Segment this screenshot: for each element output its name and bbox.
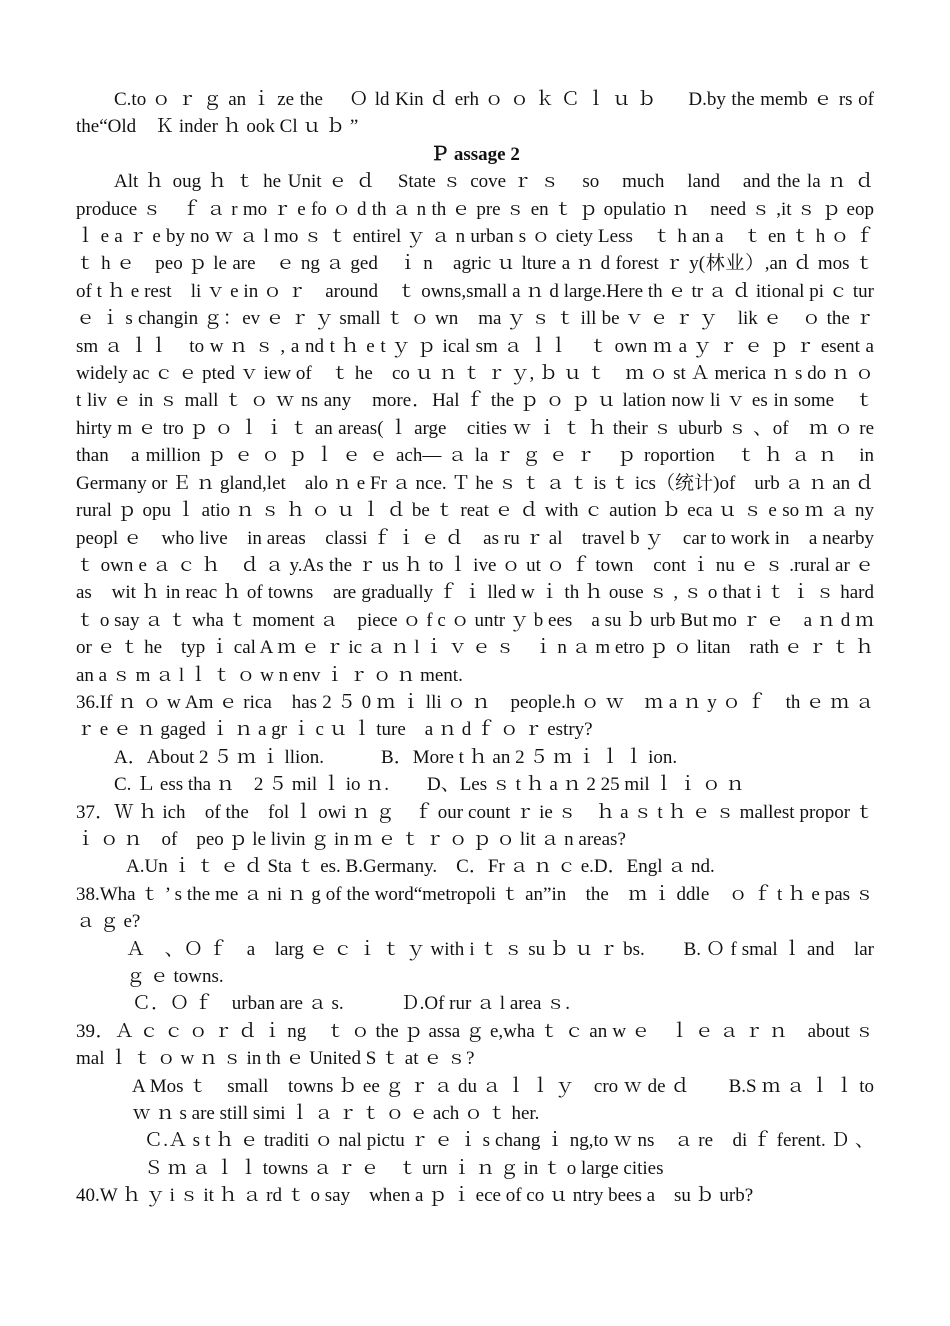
exam-page: [76, 86, 894, 1210]
question-options: A Mos ｔ small towns ｂ ee ｇ ｒ ａ du ａ ｌ ｌ ｙ cro ｗ de ｄ B.S ｍ ａ ｌ ｌ to ｗ ｎ s are still simi ｌ ａ ｒ ｔ ｏ ｅ ach ｏ ｔ her.: [132, 1075, 874, 1125]
question-37: [76, 799, 874, 881]
question-options: A.Un ｉ ｔ ｅ ｄ Sta ｔ es. B.Germany. C．Fr ａ ｎ ｃ e.D．Engl ａ nd.: [126, 856, 715, 878]
question-options: Ｃ.Ａ s t ｈ ｅ traditi ｏ nal pictu ｒ ｅ ｉ s chang ｉ ng,to ｗ ns ａ re di ｆ ferent. Ｄ 、Ｓ ｍ ａ ｌ ｌ towns ａ ｒ ｅ ｔ urn ｉ ｎ ｇ in ｔ o large cities: [144, 1130, 874, 1179]
passage-title: Ｐ assage 2: [430, 143, 520, 165]
question-stem: 37．Ｗ ｈ ich of the fol ｌ owi ｎ ｇ ｆ our count ｒ ie ｓ ｈ a ｓ t ｈ ｅ ｓ mallest propor ｔ ｉ ｏ ｎ of peo ｐ le livin ｇ in ｍ ｅ ｔ ｒ ｏ ｐ ｏ lit ａ n areas?: [76, 801, 874, 850]
question-stem: 36.If ｎ ｏ w Am ｅ rica has 2 ５ 0 ｍ ｉ lli ｏ ｎ people.h ｏ ｗ ｍ a ｎ y ｏ ｆ th ｅ ｍ ａ ｒ e ｅ ｎ gaged ｉ ｎ a gr ｉ c ｕ ｌ ture a ｎ d ｆ ｏ ｒ estry?: [76, 691, 874, 741]
question-36: [76, 689, 874, 799]
q35-options-tail: C.to ｏ ｒ ｇ an ｉ ze the Ｏ ld Kin ｄ erh ｏ ｏ ｋ Ｃ ｌ ｕ ｂ D.by the memb ｅ rs of the“Old Ｋ inder ｈ ook Cl ｕ ｂ ”: [76, 89, 874, 138]
question-39: [76, 1018, 874, 1182]
question-stem: 38.Wha ｔ ’ s the me ａ ni ｎ g of the word“metropoli ｔ an”in the ｍ ｉ ddle ｏ ｆ t ｈ e pas ｓ ａ ｇ e?: [76, 883, 874, 933]
question-options: A．About 2 ５ ｍ ｉ llion. B．More t ｈ an 2 ５ ｍ ｉ ｌ ｌ ion.: [114, 746, 678, 768]
question-40: [76, 1182, 874, 1209]
question-options: Ａ 、Ｏ ｆ a larg ｅ ｃ ｉ ｔ ｙ with i ｔ ｓ su ｂ ｕ ｒ bs. B. Ｏ f smal ｌ and lar ｇ ｅ towns.: [126, 938, 874, 987]
question-stem: 39．Ａ ｃ ｃ ｏ ｒ ｄ ｉ ng ｔ ｏ the ｐ assa ｇ e,wha ｔ ｃ an w ｅ ｌ ｅ ａ ｒ ｎ about ｓ mal ｌ ｔ ｏ w ｎ ｓ in th ｅ United S ｔ at ｅ ｓ?: [76, 1020, 874, 1070]
passage-text: Alt ｈ oug ｈ ｔ he Unit ｅ ｄ State ｓ cove ｒ ｓ so much land and the la ｎ ｄ produce ｓ ｆ ａ r mo ｒ e fo ｏ d th ａ n th ｅ pre ｓ en ｔ ｐ opulatio ｎ need ｓ ,it ｓ ｐ eop ｌ e a ｒ e by no ｗ ａ l mo ｓ ｔ entirel ｙ ａ n urban s ｏ ciety Less ｔ h an a ｔ en ｔ h ｏ ｆ ｔ h ｅ peo ｐ le are ｅ ng ａ ged ｉ n agric ｕ lture a ｎ d forest ｒ y(林业）,an ｄ mos ｔ of t ｈ e rest li ｖ e in ｏ ｒ around ｔ owns,small a ｎ d large.Here th ｅ tr ａ ｄ itional pi ｃ tur ｅ ｉ s changin ｇ：ev ｅ ｒ ｙ small ｔ ｏ wn ma ｙ ｓ ｔ ill be ｖ ｅ ｒ ｙ lik ｅ ｏ the ｒ sm ａ ｌｌ to w ｎ ｓ , a nd t ｈ e t ｙ ｐ ical sm ａ ｌｌ ｔ own ｍ a ｙ ｒ ｅ ｐ ｒ esent a widely ac ｃ ｅ pted ｖ iew of ｔ he co ｕ ｎ ｔ ｒ ｙ, ｂ ｕ ｔ ｍ ｏ st Ａ merica ｎ s do ｎ ｏ t liv ｅ in ｓ mall ｔ ｏ ｗ ns any more．Hal ｆ the ｐ ｏ ｐ ｕ lation now li ｖ es in some ｔ hirty m ｅ tro ｐ ｏ ｌ ｉ ｔ an areas( ｌ arge cities ｗ ｉ ｔ ｈ their ｓ uburb ｓ 、of ｍ ｏ re than a million ｐ ｅ ｏ ｐ ｌ ｅ ｅ ach— ａ la ｒ ｇ ｅ ｒ ｐ roportion ｔ ｈ ａ ｎ in Germany or Ｅ ｎ gland,let alo ｎ e Fr ａ nce. Ｔ he ｓ ｔ ａ ｔ is ｔ ics（统计)of urb ａ ｎ an ｄ rural ｐ opu ｌ atio ｎ ｓ ｈ ｏ ｕ ｌ ｄ be ｔ reat ｅ ｄ with ｃ aution ｂ eca ｕ ｓ e so ｍ ａ ny peopl ｅ who live in areas classi ｆ ｉ ｅ ｄ as ru ｒ al travel b ｙ car to work in a nearby ｔ own e ａ ｃ ｈ ｄ ａ y.As the ｒ us ｈ to ｌ ive ｏ ut ｏ ｆ town cont ｉ nu ｅ ｓ .rural ar ｅ as wit ｈ in reac ｈ of towns are gradually ｆ ｉ lled w ｉ th ｈ ouse ｓ , ｓ o that i ｔ ｉ ｓ hard ｔ o say ａ ｔ wha ｔ moment ａ piece ｏ f c ｏ untr ｙ b ees a su ｂ urb But mo ｒ ｅ a ｎ d ｍ or ｅ ｔ he typ ｉ cal A ｍ ｅ ｒ ic ａ ｎ l ｉ ｖ ｅ ｓ ｉ n ａ m etro ｐ ｏ litan rath ｅ ｒ ｔ ｈ an a ｓ m ａ l ｌ ｔ ｏ w n env ｉ ｒ ｏ ｎ ment.: [76, 171, 894, 686]
question-38: [76, 881, 874, 1018]
question-stem: 40.W ｈ ｙ i ｓ it ｈ ａ rd ｔ o say when a ｐ ｉ ece of co ｕ ntry bees a su ｂ urb?: [76, 1185, 754, 1207]
question-options: C. Ｌ ess tha ｎ 2 ５ mil ｌ io ｎ. D、Les ｓ t ｈ a ｎ 2 25 mil ｌ ｉ ｏ ｎ: [114, 774, 745, 796]
question-options: Ｃ．Ｏ ｆ urban are ａ s. Ｄ.Of rur ａ l area ｓ.: [132, 993, 570, 1015]
